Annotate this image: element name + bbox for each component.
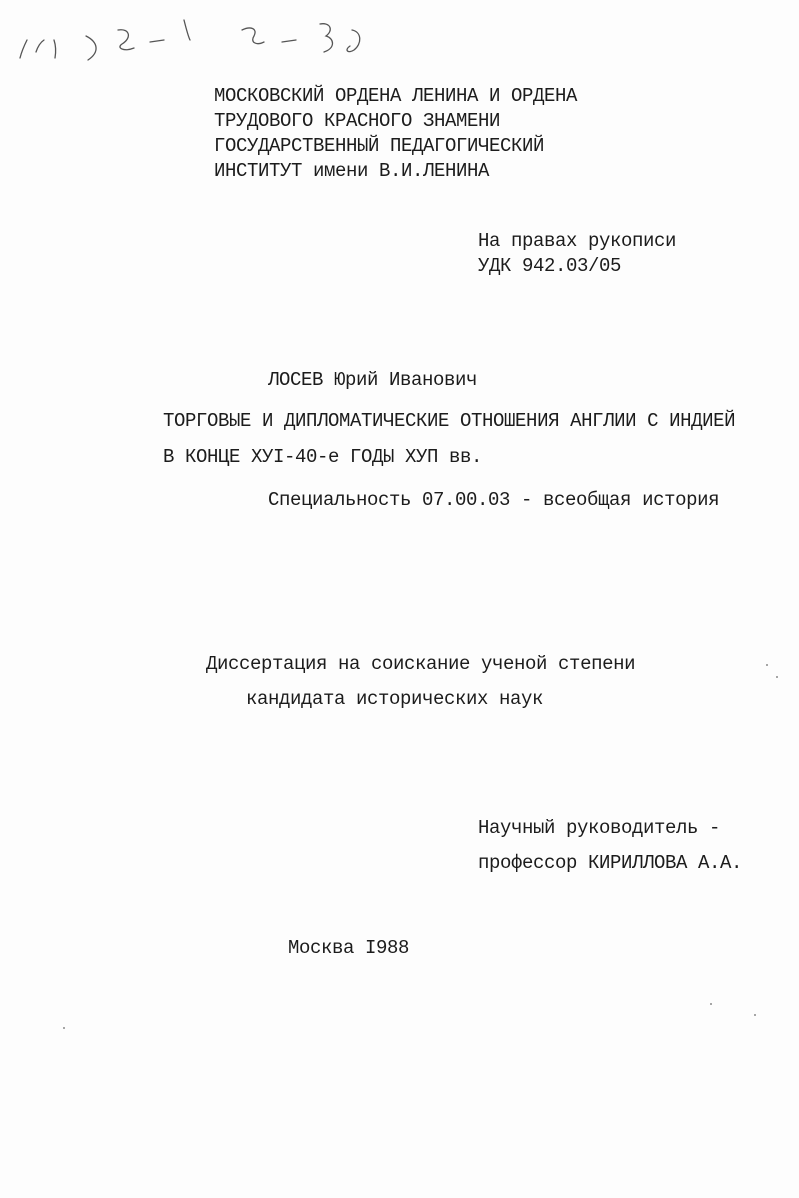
paper-speck bbox=[754, 1014, 756, 1016]
place-year: Москва I988 bbox=[288, 937, 410, 959]
pencil-stroke bbox=[54, 40, 56, 58]
pencil-stroke bbox=[282, 40, 296, 42]
institution-line-3: ГОСУДАРСТВЕННЫЙ ПЕДАГОГИЧЕСКИЙ bbox=[214, 135, 545, 157]
handwritten-mark bbox=[0, 0, 400, 80]
specialty: Специальность 07.00.03 - всеобщая история bbox=[268, 489, 720, 511]
pencil-stroke bbox=[184, 20, 190, 40]
pencil-stroke bbox=[242, 28, 264, 44]
paper-speck bbox=[776, 676, 778, 678]
institution-line-4: ИНСТИТУТ имени В.И.ЛЕНИНА bbox=[214, 160, 490, 182]
author-name: ЛОСЕВ Юрий Иванович bbox=[268, 369, 478, 391]
dissertation-line-2: кандидата исторических наук bbox=[246, 688, 544, 710]
supervisor-line-1: Научный руководитель - bbox=[478, 817, 721, 839]
pencil-stroke bbox=[347, 30, 360, 52]
pencil-stroke bbox=[118, 30, 134, 50]
pencil-stroke bbox=[150, 40, 164, 42]
thesis-title-line-2: В КОНЦЕ ХУI-40-е ГОДЫ ХУП вв. bbox=[163, 446, 483, 468]
supervisor-line-2: профессор КИРИЛЛОВА А.А. bbox=[478, 852, 743, 874]
udk-code: УДК 942.03/05 bbox=[478, 255, 622, 277]
dissertation-line-1: Диссертация на соискание ученой степени bbox=[206, 653, 636, 675]
paper-speck bbox=[710, 1003, 712, 1005]
manuscript-rights: На правах рукописи bbox=[478, 230, 677, 252]
pencil-stroke bbox=[36, 40, 44, 52]
pencil-stroke bbox=[320, 24, 333, 52]
pencil-stroke bbox=[86, 36, 96, 60]
thesis-title-line-1: ТОРГОВЫЕ И ДИПЛОМАТИЧЕСКИЕ ОТНОШЕНИЯ АНГЛИИ С ИНДИЕЙ bbox=[163, 410, 736, 432]
institution-line-1: МОСКОВСКИЙ ОРДЕНА ЛЕНИНА И ОРДЕНА bbox=[214, 85, 578, 107]
pencil-stroke bbox=[20, 40, 27, 58]
institution-line-2: ТРУДОВОГО КРАСНОГО ЗНАМЕНИ bbox=[214, 110, 501, 132]
paper-speck bbox=[63, 1027, 65, 1029]
paper-speck bbox=[766, 664, 768, 666]
